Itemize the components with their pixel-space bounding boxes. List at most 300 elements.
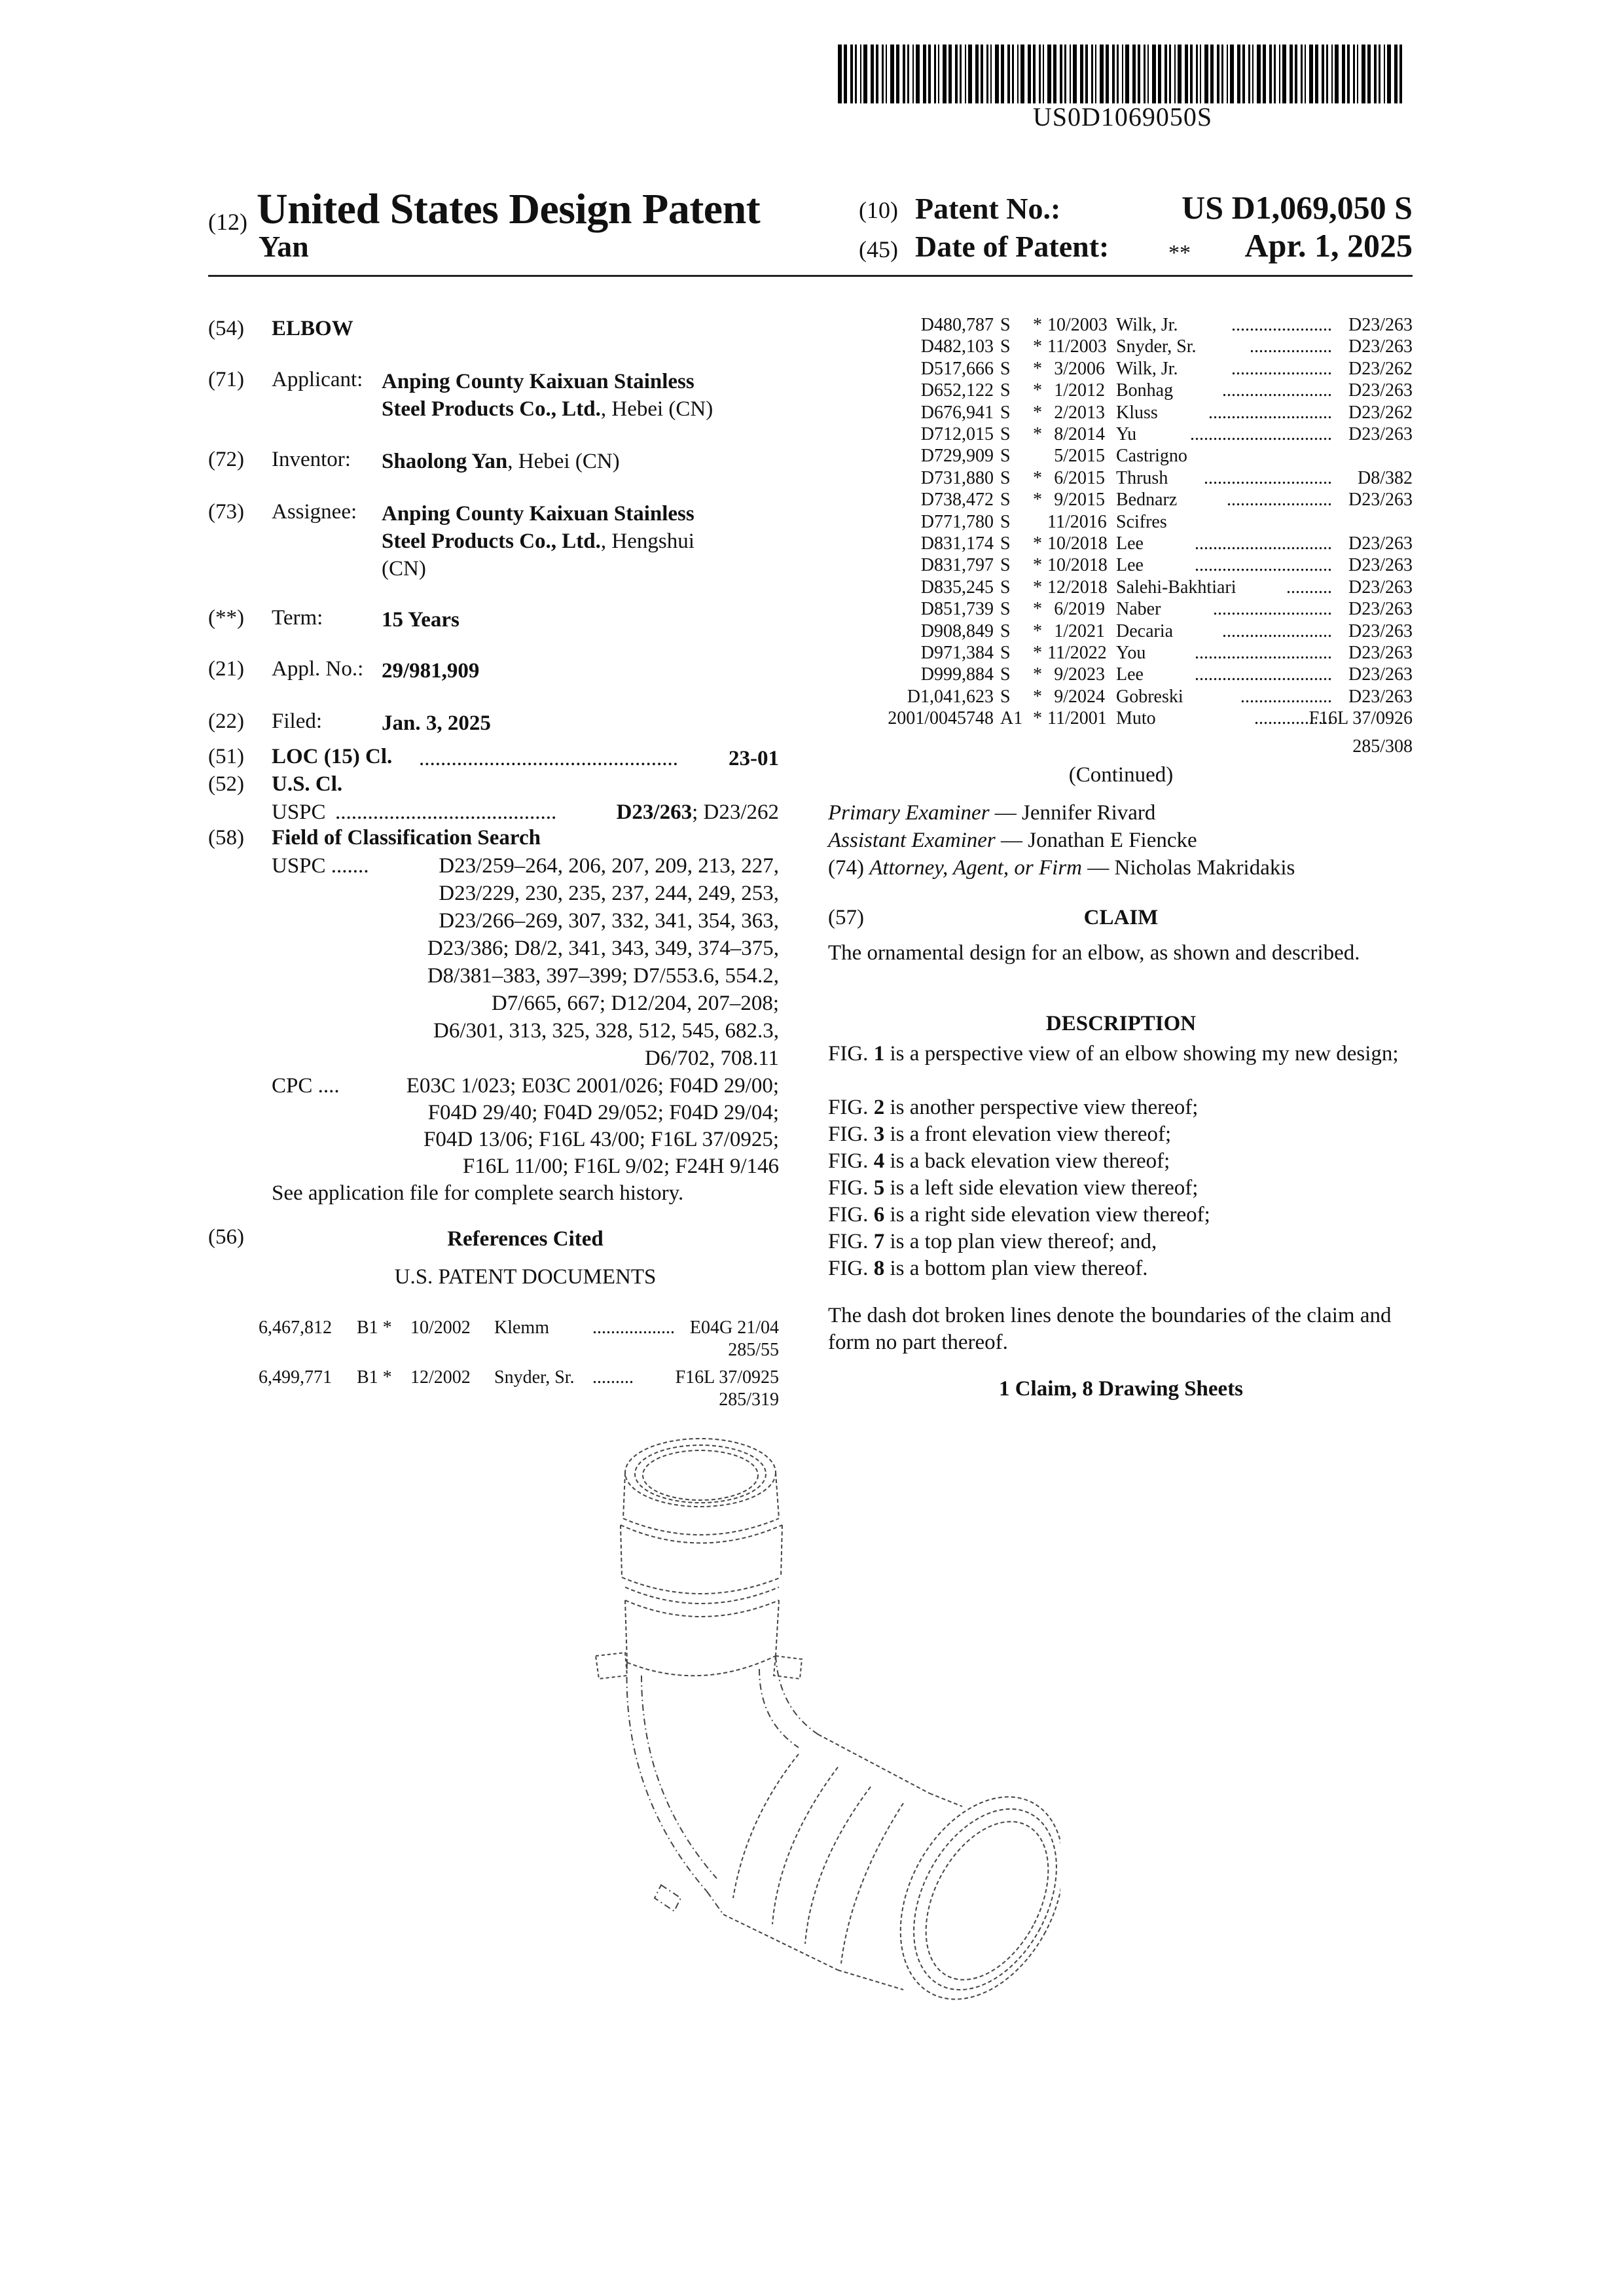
ref-dots: ...................... [1231,315,1332,335]
ref-kind: S [1000,446,1011,467]
filed-value: Jan. 3, 2025 [382,711,491,735]
barcode-bar [1326,45,1328,103]
ref-name: Wilk, Jr. [1116,358,1178,379]
figure-number: 1 [873,1042,885,1066]
barcode-bar [1064,45,1066,103]
barcode-bar [903,45,905,103]
ref-number: D835,245 [920,577,994,598]
ref-number: D712,015 [920,424,994,444]
ref-star: * [1033,577,1042,598]
barcode-bar [882,45,884,103]
term-label: Term: [272,606,323,630]
ref-date: 11/2001 [1047,708,1107,729]
barcode-bar [1282,45,1286,103]
barcode [838,45,1407,103]
term-value: 15 Years [382,608,460,632]
figure-description [828,1255,1414,1282]
assignee-name-end: Steel Products Co., Ltd. [382,529,601,553]
barcode-bar [1047,45,1051,103]
uspc-search-line: D23/259–264, 206, 207, 209, 213, 227, [439,854,779,878]
ref-star: * [1033,315,1042,335]
ref-class: D23/262 [1348,402,1413,423]
barcode-bar [948,45,952,103]
barcode-bar [1257,45,1261,103]
ref-star: * [1033,380,1042,401]
ref-class: D23/263 [1348,533,1413,554]
ref-name: Kluss [1116,402,1158,423]
figure-prefix: FIG. [828,1203,874,1227]
barcode-bar [928,45,931,103]
ref-kind: S [1000,380,1011,401]
figure-prefix: FIG. [828,1176,874,1200]
field-uspc-prefix: USPC ....... [272,854,369,878]
ref-dots: ................. [1254,708,1332,729]
cpc-search-line: E03C 1/023; E03C 2001/026; F04D 29/00; [406,1074,779,1098]
ref-kind: S [1000,315,1011,335]
references-title: References Cited [447,1227,604,1251]
barcode-bar [896,45,899,103]
ref-star: * [1033,490,1042,511]
uspc-search-line: D23/229, 230, 235, 237, 244, 249, 253, [439,882,779,905]
attorney-name: — Nicholas Makridakis [1087,856,1295,880]
uspc-dots: ......................................... [335,800,557,824]
barcode-bar [1174,45,1176,103]
date-label: Date of Patent: [915,230,1110,263]
assignee-location: , Hengshui [600,529,695,553]
barcode-bar [934,45,936,103]
figure-description [828,1229,1414,1255]
barcode-bar [968,45,972,103]
ref-star: * [1033,664,1042,685]
ref-dots: .............................. [1195,555,1332,576]
barcode-bar [838,45,842,103]
inventor-short: Yan [259,230,309,263]
assignee-line2 [382,528,695,555]
ref-kind: S [1000,490,1011,511]
f72-code: (72) [208,448,244,471]
filed-label: Filed: [272,709,323,733]
ref-name: Yu [1116,424,1137,444]
figure-prefix: FIG. [828,1042,874,1066]
inventor-location: , Hebei (CN) [507,450,620,473]
f21-code: (21) [208,657,244,681]
uspc-search-line: D8/381–383, 397–399; D7/553.6, 554.2, [427,964,779,988]
document-title: United States Design Patent [257,185,761,233]
ref-dots: .............................. [1195,533,1332,554]
barcode-bar [1132,45,1136,103]
ref-dots: .................. [592,1318,675,1338]
inventor-label: Inventor: [272,448,351,471]
ref-number: D831,797 [920,555,994,576]
ref-name: Scifres [1116,511,1167,532]
barcode-bar [860,45,861,103]
barcode-bar [1190,45,1193,103]
barcode-bar [1095,45,1096,103]
barcode-bar [1060,45,1062,103]
patent-no-code: (10) [859,197,898,223]
ref-class: D23/263 [1348,686,1413,707]
ref-star: * [1033,467,1042,488]
assistant-examiner [828,827,1414,854]
ref-name: Lee [1116,664,1144,685]
ref-date: 6/2019 [1054,599,1105,620]
barcode-bar [1210,45,1214,103]
ref-date: 1/2021 [1054,620,1105,641]
barcode-bar [1020,45,1024,103]
barcode-bar [1033,45,1036,103]
ref-kind: S [1000,686,1011,707]
ref-name: Snyder, Sr. [1116,336,1197,357]
broken-lines-note: The dash dot broken lines denote the boundaries of the claim and form no part thereof. [828,1304,1392,1354]
ref-date: 3/2006 [1054,358,1105,379]
figure-description [828,1148,1414,1175]
figure-number: 6 [873,1203,885,1227]
ref-class: D23/263 [1348,424,1413,444]
barcode-bar [1230,45,1234,103]
applicant-location: , Hebei (CN) [600,397,713,421]
uspc-search-line: D6/301, 313, 325, 328, 512, 545, 682.3, [433,1019,779,1043]
barcode-bar [1178,45,1182,103]
barcode-bar [1335,45,1339,103]
kind-code: (12) [208,209,247,235]
ref-name: You [1116,643,1146,663]
figure-description [828,1175,1414,1202]
ref-star: * [1033,620,1042,641]
barcode-bar [1122,45,1123,103]
ref-star: * [1033,336,1042,357]
barcode-bar [1295,45,1297,103]
ref-kind: S [1000,599,1011,620]
ref-kind: S [1000,467,1011,488]
barcode-bar [1342,45,1345,103]
barcode-bar [1152,45,1156,103]
ref-date: 10/2003 [1047,315,1108,335]
upper-pipe [621,1439,782,1676]
ref-class: D23/263 [1348,599,1413,620]
ref-dots: .................... [1240,686,1332,707]
barcode-bar [1204,45,1208,103]
figure-description [828,1094,1414,1121]
barcode-bar [1242,45,1245,103]
barcode-bar [1012,45,1014,103]
barcode-bar [1237,45,1240,103]
ref-date: 1/2012 [1054,380,1105,401]
barcode-bar [1185,45,1188,103]
ref-star: * [1033,358,1042,379]
search-history-note: See application file for complete search history. [272,1181,684,1205]
ref-class: D23/263 [1348,490,1413,511]
barcode-bar [1112,45,1115,103]
barcode-bar [1367,45,1371,103]
appl-no-label: Appl. No.: [272,657,364,681]
f58-code: (58) [208,826,244,850]
barcode-bar [871,45,874,103]
barcode-bar [1248,45,1250,103]
ref-kind: S [1000,336,1011,357]
header-rule [208,275,1413,277]
ref-name: Bednarz [1116,490,1178,511]
ref-date: 9/2024 [1054,686,1105,707]
references-continued: (Continued) [1068,763,1174,787]
ref-number: D971,384 [920,643,994,663]
loc-value: 23-01 [729,747,779,770]
barcode-bar [1080,45,1083,103]
barcode-bar [938,45,939,103]
f52-code: (52) [208,772,244,796]
ref-class: D23/262 [1348,358,1413,379]
cpc-search-line: F04D 29/40; F04D 29/052; F04D 29/04; [427,1101,779,1124]
cpc-search-line: F16L 11/00; F16L 9/02; F24H 9/146 [462,1155,779,1178]
date-code: (45) [859,236,898,262]
ref-name: Snyder, Sr. [494,1367,575,1388]
figure-prefix: FIG. [828,1149,874,1173]
ref-date: 10/2018 [1047,555,1108,576]
barcode-bar [1274,45,1276,103]
figure-text: is a back elevation view thereof; [884,1149,1170,1173]
ref-dots: .......................... [1213,599,1332,620]
barcode-bar [912,45,914,103]
ref-class: D23/263 [1348,380,1413,401]
figure-text: is a perspective view of an elbow showing my new design; [884,1042,1399,1066]
ref-class: F16L 37/0925 [675,1367,779,1388]
ref-dots: .......... [1286,577,1332,598]
ref-kind: S [1000,511,1011,532]
barcode-bar [1091,45,1093,103]
barcode-bar [1053,45,1056,103]
description-title: DESCRIPTION [1045,1012,1197,1035]
barcode-bar [1374,45,1377,103]
ref-number: D831,174 [920,533,994,554]
barcode-bar [890,45,894,103]
assignee-line1: Anping County Kaixuan Stainless [382,502,695,526]
assistant-examiner-name: — Jonathan E Fiencke [1000,829,1197,852]
ref-class-secondary: 285/319 [719,1390,779,1410]
barcode-bar [1290,45,1293,103]
barcode-bar [1347,45,1350,103]
barcode-bar [1070,45,1071,103]
uspc-search-line: D7/665, 667; D12/204, 207–208; [491,992,779,1015]
ref-number: D851,739 [920,599,994,620]
inventor-name: Shaolong Yan [382,450,508,473]
figure-prefix: FIG. [828,1257,874,1280]
ref-name: Wilk, Jr. [1116,315,1178,335]
ref-date: 12/2002 [410,1367,471,1388]
ref-class: D23/263 [1348,664,1413,685]
barcode-bar [1169,45,1171,103]
barcode-bar [1028,45,1031,103]
ref-number: D999,884 [920,664,994,685]
barcode-bar [916,45,920,103]
figure-text: is another perspective view thereof; [884,1096,1199,1119]
ref-class: F16L 37/0926 [1308,708,1413,729]
barcode-bar [1387,45,1391,103]
ref-dots: ........................ [1222,620,1332,641]
ref-number: D729,909 [920,446,994,467]
figure-number: 3 [873,1122,885,1146]
ref-dots: ........................... [1208,402,1332,423]
barcode-bar [1138,45,1140,103]
figure-number: 2 [873,1096,885,1119]
barcode-bar [1125,45,1129,103]
claim-text: The ornamental design for an elbow, as shown and described. [828,941,1360,965]
ref-number: D771,780 [920,511,994,532]
ref-number: D908,849 [920,620,994,641]
muto-class-2: 285/308 [1352,736,1413,757]
ref-star: * [1033,533,1042,554]
f54-code: (54) [208,317,244,340]
ref-number: D731,880 [920,467,994,488]
ref-name: Gobreski [1116,686,1183,707]
barcode-bar [886,45,887,103]
assignee-label: Assignee: [272,500,357,524]
uspc-value [576,798,779,826]
barcode-bar [1379,45,1380,103]
applicant-name-end: Steel Products Co., Ltd. [382,397,601,421]
applicant-line1: Anping County Kaixuan Stainless [382,370,695,393]
ref-date: 12/2018 [1047,577,1108,598]
ref-number: D517,666 [920,358,994,379]
barcode-bar [1263,45,1266,103]
ref-name: Klemm [494,1318,549,1338]
ref-number: D652,122 [920,380,994,401]
ref-date: 11/2022 [1047,643,1107,663]
ref-number: D480,787 [920,315,994,335]
barcode-bar [960,45,962,103]
uspc-search-line: D23/386; D8/2, 341, 343, 349, 374–375, [427,937,779,960]
f56-code: (56) [208,1225,244,1249]
figure-number: 7 [873,1230,885,1253]
barcode-bar [850,45,853,103]
primary-examiner-name: — Jennifer Rivard [994,801,1156,825]
figure-text: is a bottom plan view thereof. [884,1257,1148,1280]
barcode-bar [1117,45,1119,103]
ref-kind: S [1000,358,1011,379]
ref-star: * [1033,643,1042,663]
barcode-bar [943,45,947,103]
barcode-bar [1106,45,1109,103]
barcode-bar [981,45,983,103]
ref-star: * [1033,402,1042,423]
ref-date: 11/2016 [1047,511,1107,532]
f22-code: (22) [208,709,244,733]
figure-description [828,1121,1414,1148]
figure-number: 8 [873,1257,885,1280]
ref-dots: .............................. [1195,664,1332,685]
ref-date: 11/2003 [1047,336,1107,357]
barcode-bar [1043,45,1044,103]
figure-prefix: FIG. [828,1230,874,1253]
ref-star: * [1033,424,1042,444]
barcode-bar [955,45,958,103]
barcode-bar [1252,45,1254,103]
barcode-bar [844,45,847,103]
design-title: ELBOW [272,317,353,340]
ref-dots: ............................... [1190,424,1332,444]
elbow-drawing [563,1427,1060,2042]
ref-class: D23/263 [1348,336,1413,357]
ref-dots: ....................... [1227,490,1332,511]
f73-code: (73) [208,500,244,524]
attorney-label: Attorney, Agent, or Firm [869,856,1083,880]
ref-name: Muto [1116,708,1156,729]
inventor-line [382,448,620,475]
barcode-bar [1085,45,1088,103]
ref-name: Naber [1116,599,1161,620]
ref-date: 6/2015 [1054,467,1105,488]
ref-class: D23/263 [1348,577,1413,598]
figure-text: is a top plan view thereof; and, [884,1230,1157,1253]
ref-kind: B1 * [357,1367,392,1388]
appl-no-value: 29/981,909 [382,659,480,683]
figure-text: is a front elevation view thereof; [884,1122,1172,1146]
barcode-bar [1100,45,1104,103]
assistant-examiner-label: Assistant Examiner [828,829,996,852]
figure-prefix: FIG. [828,1122,874,1146]
ref-number: D482,103 [920,336,994,357]
applicant-line2 [382,395,713,423]
barcode-bar [1399,45,1402,103]
claims-sheets: 1 Claim, 8 Drawing Sheets [998,1377,1244,1401]
ref-dots: ........................ [1222,380,1332,401]
patent-date: Apr. 1, 2025 [1244,227,1413,264]
ref-name: Bonhag [1116,380,1174,401]
date-marker: ** [1168,241,1191,265]
ref-dots: .............................. [1195,643,1332,663]
claim-code: (57) [828,906,864,929]
us-patent-docs-title: U.S. PATENT DOCUMENTS [394,1265,657,1289]
loc-label: LOC (15) Cl. [272,745,393,768]
ref-kind: S [1000,620,1011,641]
barcode-bar [1007,45,1010,103]
barcode-bar [1322,45,1324,103]
barcode-bar [1331,45,1333,103]
ref-dots: ............................ [1204,467,1332,488]
barcode-bar [1362,45,1365,103]
primary-examiner [828,800,1414,827]
barcode-bar [1353,45,1355,103]
ref-star: * [1033,555,1042,576]
f71-code: (71) [208,368,244,391]
uspc-secondary: ; D23/262 [692,800,779,824]
attorney-code: (74) [828,856,864,880]
ref-kind: S [1000,555,1011,576]
field-search-label: Field of Classification Search [272,826,541,850]
claim-title: CLAIM [1083,906,1159,929]
barcode-bar [1305,45,1306,103]
ref-name: Thrush [1116,467,1168,488]
uspc-search-line: D6/702, 708.11 [644,1047,779,1070]
barcode-bar [1315,45,1318,103]
barcode-bar [1164,45,1167,103]
barcode-bar [1357,45,1358,103]
barcode-bar [1384,45,1385,103]
figure-number: 4 [873,1149,885,1173]
figure-description [828,1041,1414,1067]
ref-date: 8/2014 [1054,424,1105,444]
barcode-bar [965,45,966,103]
ref-name: Decaria [1116,620,1174,641]
barcode-bar [1227,45,1228,103]
barcode-bar [1269,45,1272,103]
ref-dots: .................. [1250,336,1332,357]
barcode-bar [907,45,909,103]
barcode-bar [1217,45,1219,103]
ref-name: Castrigno [1116,446,1187,467]
figure-text: is a right side elevation view thereof; [884,1203,1210,1227]
ref-date: 9/2023 [1054,664,1105,685]
ref-star: * [1033,599,1042,620]
barcode-bar [1039,45,1041,103]
